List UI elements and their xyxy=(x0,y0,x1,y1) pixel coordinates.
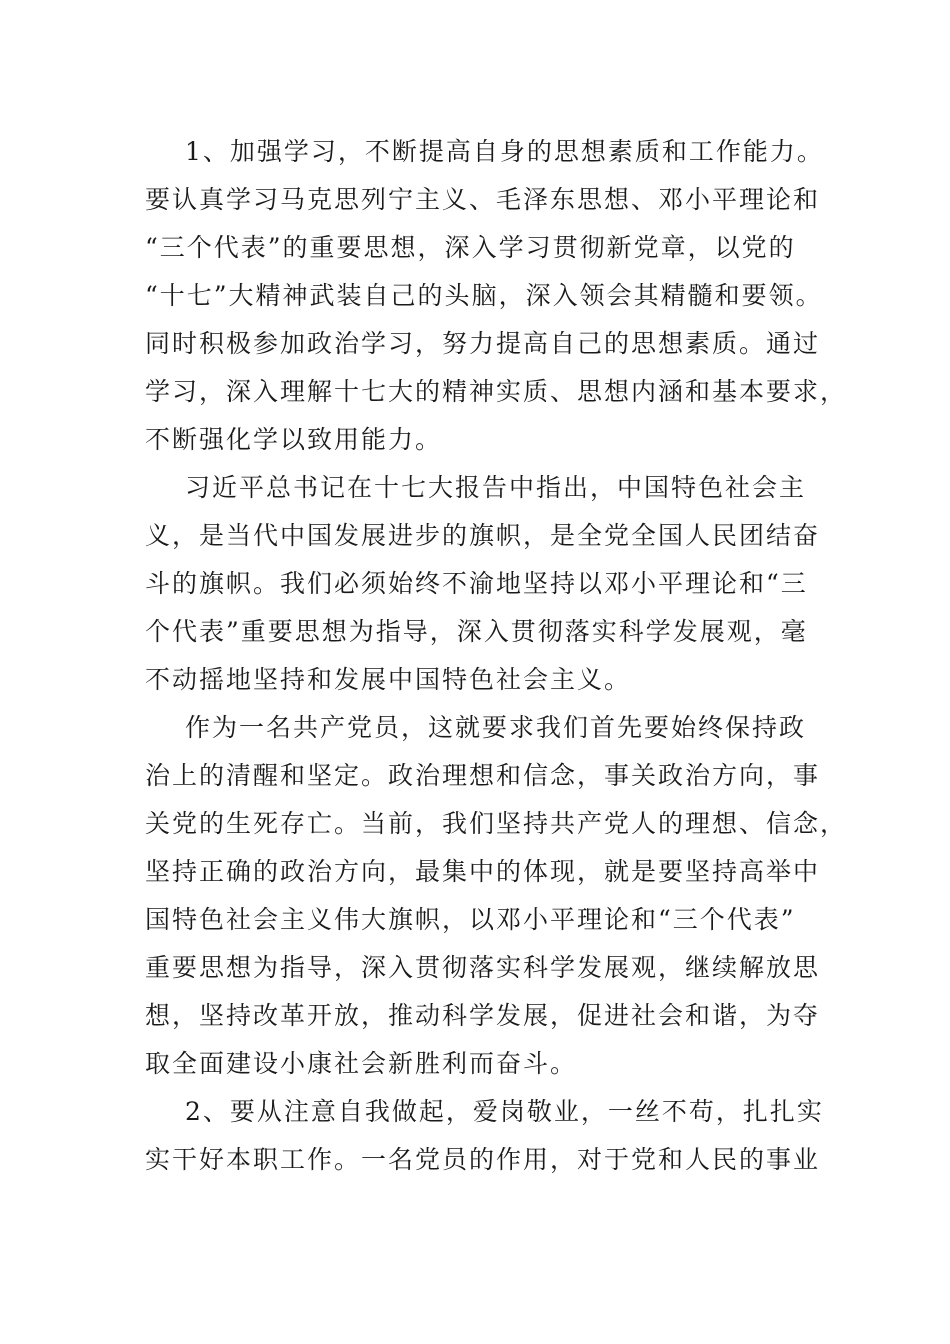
text-line: 学习，深入理解十七大的精神实质、思想内涵和基本要求， xyxy=(145,377,848,406)
text-line: 想，坚持改革开放，推动科学发展，促进社会和谐，为夺 xyxy=(145,1001,821,1030)
text-line: 取全面建设小康社会新胜利而奋斗。 xyxy=(145,1049,578,1078)
text-line: 重要思想为指导，深入贯彻落实科学发展观，继续解放思 xyxy=(145,953,821,982)
text-line: 国特色社会主义伟大旗帜，以邓小平理论和“三个代表” xyxy=(145,905,796,934)
text-line: 实干好本职工作。一名党员的作用，对于党和人民的事业 xyxy=(145,1145,821,1174)
text-line: 关党的生死存亡。当前，我们坚持共产党人的理想、信念， xyxy=(145,809,848,838)
text-line: “十七”大精神武装自己的头脑，深入领会其精髓和要领。 xyxy=(145,281,823,310)
text-line: 义，是当代中国发展进步的旗帜，是全党全国人民团结奋 xyxy=(145,521,821,550)
text-line: 2、要从注意自我做起，爱岗敬业，一丝不苟，扎扎实 xyxy=(185,1097,824,1126)
text-line: 1、加强学习，不断提高自身的思想素质和工作能力。 xyxy=(185,137,824,166)
text-line: 不断强化学以致用能力。 xyxy=(145,425,443,454)
text-line: 治上的清醒和坚定。政治理想和信念，事关政治方向，事 xyxy=(145,761,821,790)
text-line: 习近平总书记在十七大报告中指出，中国特色社会主 xyxy=(185,473,807,502)
text-line: 坚持正确的政治方向，最集中的体现，就是要坚持高举中 xyxy=(145,857,821,886)
text-line: “三个代表”的重要思想，深入学习贯彻新党章，以党的 xyxy=(145,233,796,262)
text-line: 不动摇地坚持和发展中国特色社会主义。 xyxy=(145,665,632,694)
text-line: 要认真学习马克思列宁主义、毛泽东思想、邓小平理论和 xyxy=(145,185,821,214)
text-line: 斗的旗帜。我们必须始终不渝地坚持以邓小平理论和“三 xyxy=(145,569,808,598)
text-line: 同时积极参加政治学习，努力提高自己的思想素质。通过 xyxy=(145,329,821,358)
text-line: 个代表”重要思想为指导，深入贯彻落实科学发展观，毫 xyxy=(145,617,808,646)
text-line: 作为一名共产党员，这就要求我们首先要始终保持政 xyxy=(185,713,807,742)
